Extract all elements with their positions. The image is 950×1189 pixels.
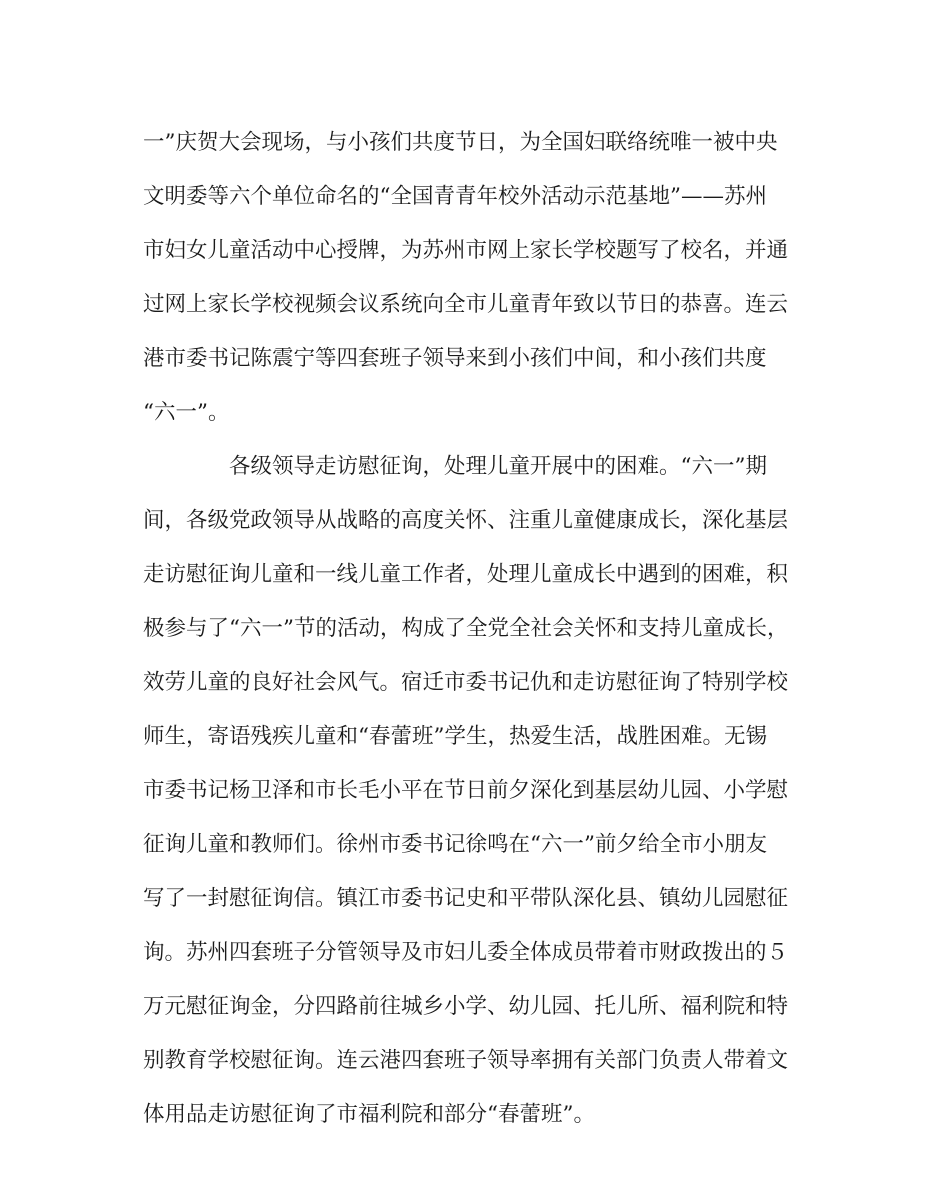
paragraph-2-line-9: 写了一封慰征询信。镇江市委书记史和平带队深化县、镇幼儿园慰征 [143,886,789,911]
paragraph-2-line-13: 体用品走访慰征询了市福利院和部分“春蕾班”。 [143,1102,595,1127]
paragraph-1-line-2: 文明委等六个单位命名的“全国青青年校外活动示范基地”——苏州 [143,184,767,209]
paragraph-2-line-11: 万元慰征询金，分四路前往城乡小学、幼儿园、托儿所、福利院和特 [143,994,789,1019]
paragraph-2-line-12: 别教育学校慰征询。连云港四套班子领导率拥有关部门负责人带着文 [143,1048,789,1073]
paragraph-2-line-8: 征询儿童和教师们。徐州市委书记徐鸣在“六一”前夕给全市小朋友 [143,832,767,857]
paragraph-1-line-3: 市妇女儿童活动中心授牌，为苏州市网上家长学校题写了校名，并通 [143,238,789,263]
paragraph-1-line-6: “六一”。 [143,400,230,425]
paragraph-2-line-10: 询。苏州四套班子分管领导及市妇儿委全体成员带着市财政拨出的５ [143,940,789,965]
paragraph-2-line-6: 师生，寄语残疾儿童和“春蕾班”学生，热爱生活，战胜困难。无锡 [143,724,767,749]
paragraph-2-line-3: 走访慰征询儿童和一线儿童工作者，处理儿童成长中遇到的困难，积 [143,562,789,587]
paragraph-2-line-5: 效劳儿童的良好社会风气。宿迁市委书记仇和走访慰征询了特别学校 [143,670,789,695]
paragraph-2-line-1: 各级领导走访慰征询，处理儿童开展中的困难。“六一”期 [229,454,767,479]
paragraph-2-line-7: 市委书记杨卫泽和市长毛小平在节日前夕深化到基层幼儿园、小学慰 [143,778,789,803]
paragraph-1-line-4: 过网上家长学校视频会议系统向全市儿童青年致以节日的恭喜。连云 [143,292,789,317]
paragraph-2-line-2: 间，各级党政领导从战略的高度关怀、注重儿童健康成长，深化基层 [143,508,789,533]
paragraph-1-line-5: 港市委书记陈震宁等四套班子领导来到小孩们中间，和小孩们共度 [143,346,767,371]
paragraph-2-line-4: 极参与了“六一”节的活动，构成了全党全社会关怀和支持儿童成长， [143,616,789,641]
paragraph-1-line-1: 一”庆贺大会现场，与小孩们共度节日，为全国妇联络统唯一被中央 [143,130,778,155]
